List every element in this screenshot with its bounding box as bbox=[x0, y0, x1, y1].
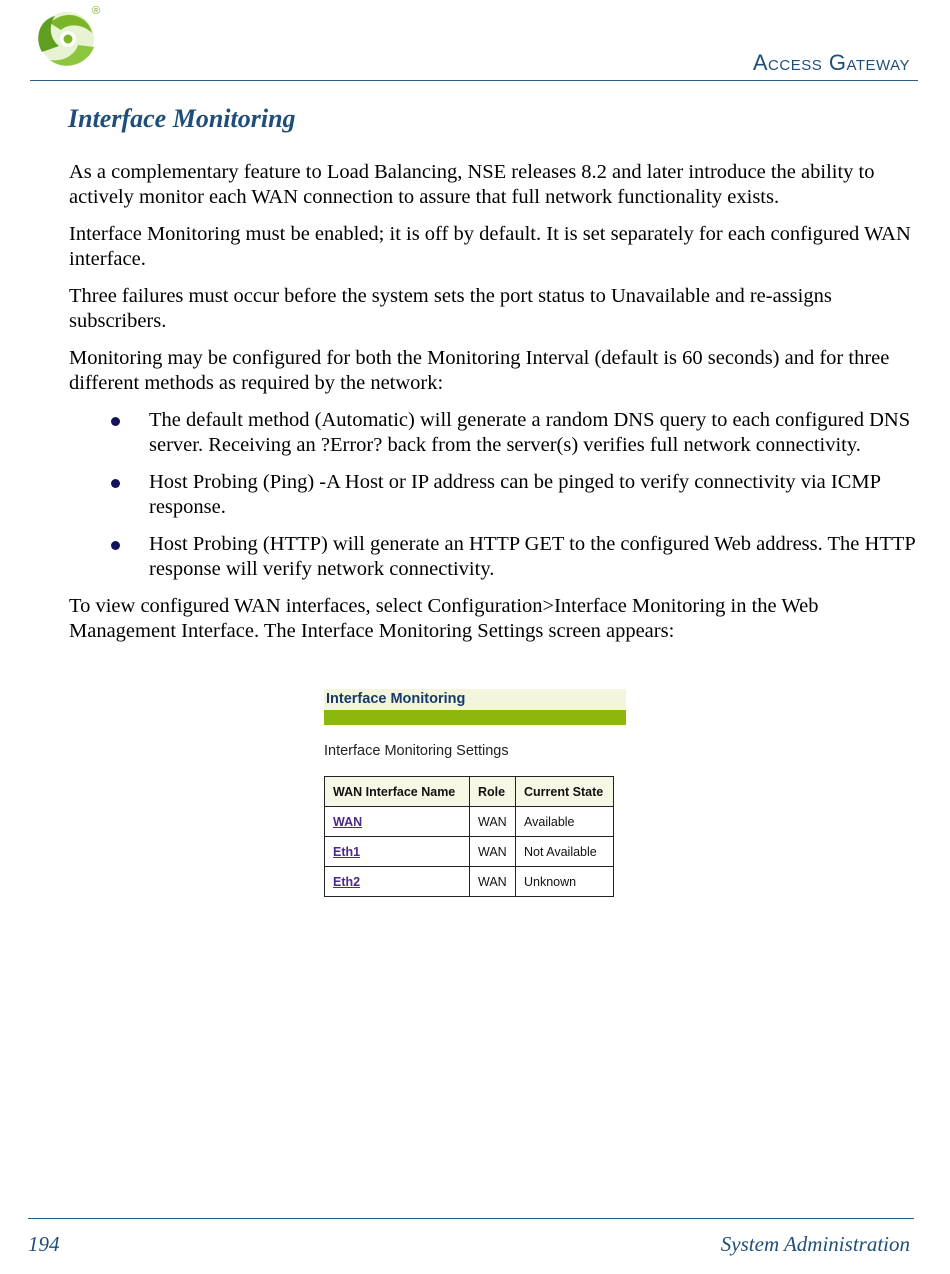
screenshot-subtitle: Interface Monitoring Settings bbox=[324, 743, 509, 759]
table-header-row bbox=[325, 777, 614, 807]
list-item-text: The default method (Automatic) will generate a random DNS query to each configured DNS server. Receiving an ?Error? back from the server(s) verifies full network connectivity. bbox=[149, 409, 911, 456]
list-item bbox=[149, 532, 919, 582]
bullet-icon bbox=[111, 479, 120, 488]
state-cell: Unknown bbox=[516, 867, 614, 897]
column-header: Current State bbox=[516, 777, 614, 807]
screenshot-title: Interface Monitoring bbox=[324, 689, 626, 710]
column-header: Role bbox=[470, 777, 516, 807]
state-cell: Available bbox=[516, 807, 614, 837]
state-cell: Not Available bbox=[516, 837, 614, 867]
paragraph: Interface Monitoring must be enabled; it is off by default. It is set separately for each configured WAN interface. bbox=[69, 223, 911, 270]
methods-list bbox=[69, 408, 919, 582]
wan-interfaces-table bbox=[324, 776, 614, 897]
role-cell: WAN bbox=[470, 867, 516, 897]
interface-link-wan[interactable]: WAN bbox=[333, 814, 363, 829]
interface-link-eth1[interactable]: Eth1 bbox=[333, 844, 361, 859]
interface-link-eth2[interactable]: Eth2 bbox=[333, 874, 361, 889]
table-row bbox=[325, 837, 614, 867]
paragraph: As a complementary feature to Load Balancing, NSE releases 8.2 and later introduce the ability to actively monitor each WAN connection to assure that full network functionality exists. bbox=[69, 161, 875, 208]
interface-name-cell bbox=[325, 807, 470, 837]
bullet-icon bbox=[111, 541, 120, 550]
list-item bbox=[149, 408, 919, 458]
interface-name-cell bbox=[325, 867, 470, 897]
screenshot-green-bar bbox=[324, 710, 626, 725]
page-number: 194 bbox=[28, 1232, 60, 1256]
list-item bbox=[149, 470, 919, 520]
section-title: Interface Monitoring bbox=[68, 104, 296, 133]
column-header: WAN Interface Name bbox=[325, 777, 470, 807]
list-item-text: Host Probing (HTTP) will generate an HTTP GET to the configured Web address. The HTTP response will verify network connectivity. bbox=[149, 533, 915, 580]
table-row bbox=[325, 807, 614, 837]
body-content bbox=[69, 160, 919, 656]
role-cell: WAN bbox=[470, 837, 516, 867]
interface-monitoring-screenshot bbox=[324, 689, 626, 897]
header-title: Access Gateway bbox=[752, 50, 910, 75]
bullet-icon bbox=[111, 417, 120, 426]
header-divider bbox=[30, 80, 918, 81]
role-cell: WAN bbox=[470, 807, 516, 837]
paragraph: Monitoring may be configured for both the Monitoring Interval (default is 60 seconds) and for three different methods as required by the network: bbox=[69, 347, 890, 394]
registered-mark: ® bbox=[92, 5, 101, 17]
paragraph: Three failures must occur before the system sets the port status to Unavailable and re-assigns subscribers. bbox=[69, 285, 832, 332]
interface-name-cell bbox=[325, 837, 470, 867]
table-row bbox=[325, 867, 614, 897]
company-logo bbox=[30, 6, 106, 72]
footer-divider bbox=[28, 1218, 914, 1219]
footer-section-name: System Administration bbox=[720, 1232, 910, 1256]
paragraph: To view configured WAN interfaces, select Configuration>Interface Monitoring in the Web Management Interface. The Interface Monitoring Settings screen appears: bbox=[69, 595, 819, 642]
list-item-text: Host Probing (Ping) -A Host or IP address can be pinged to verify connectivity via ICMP response. bbox=[149, 471, 881, 518]
